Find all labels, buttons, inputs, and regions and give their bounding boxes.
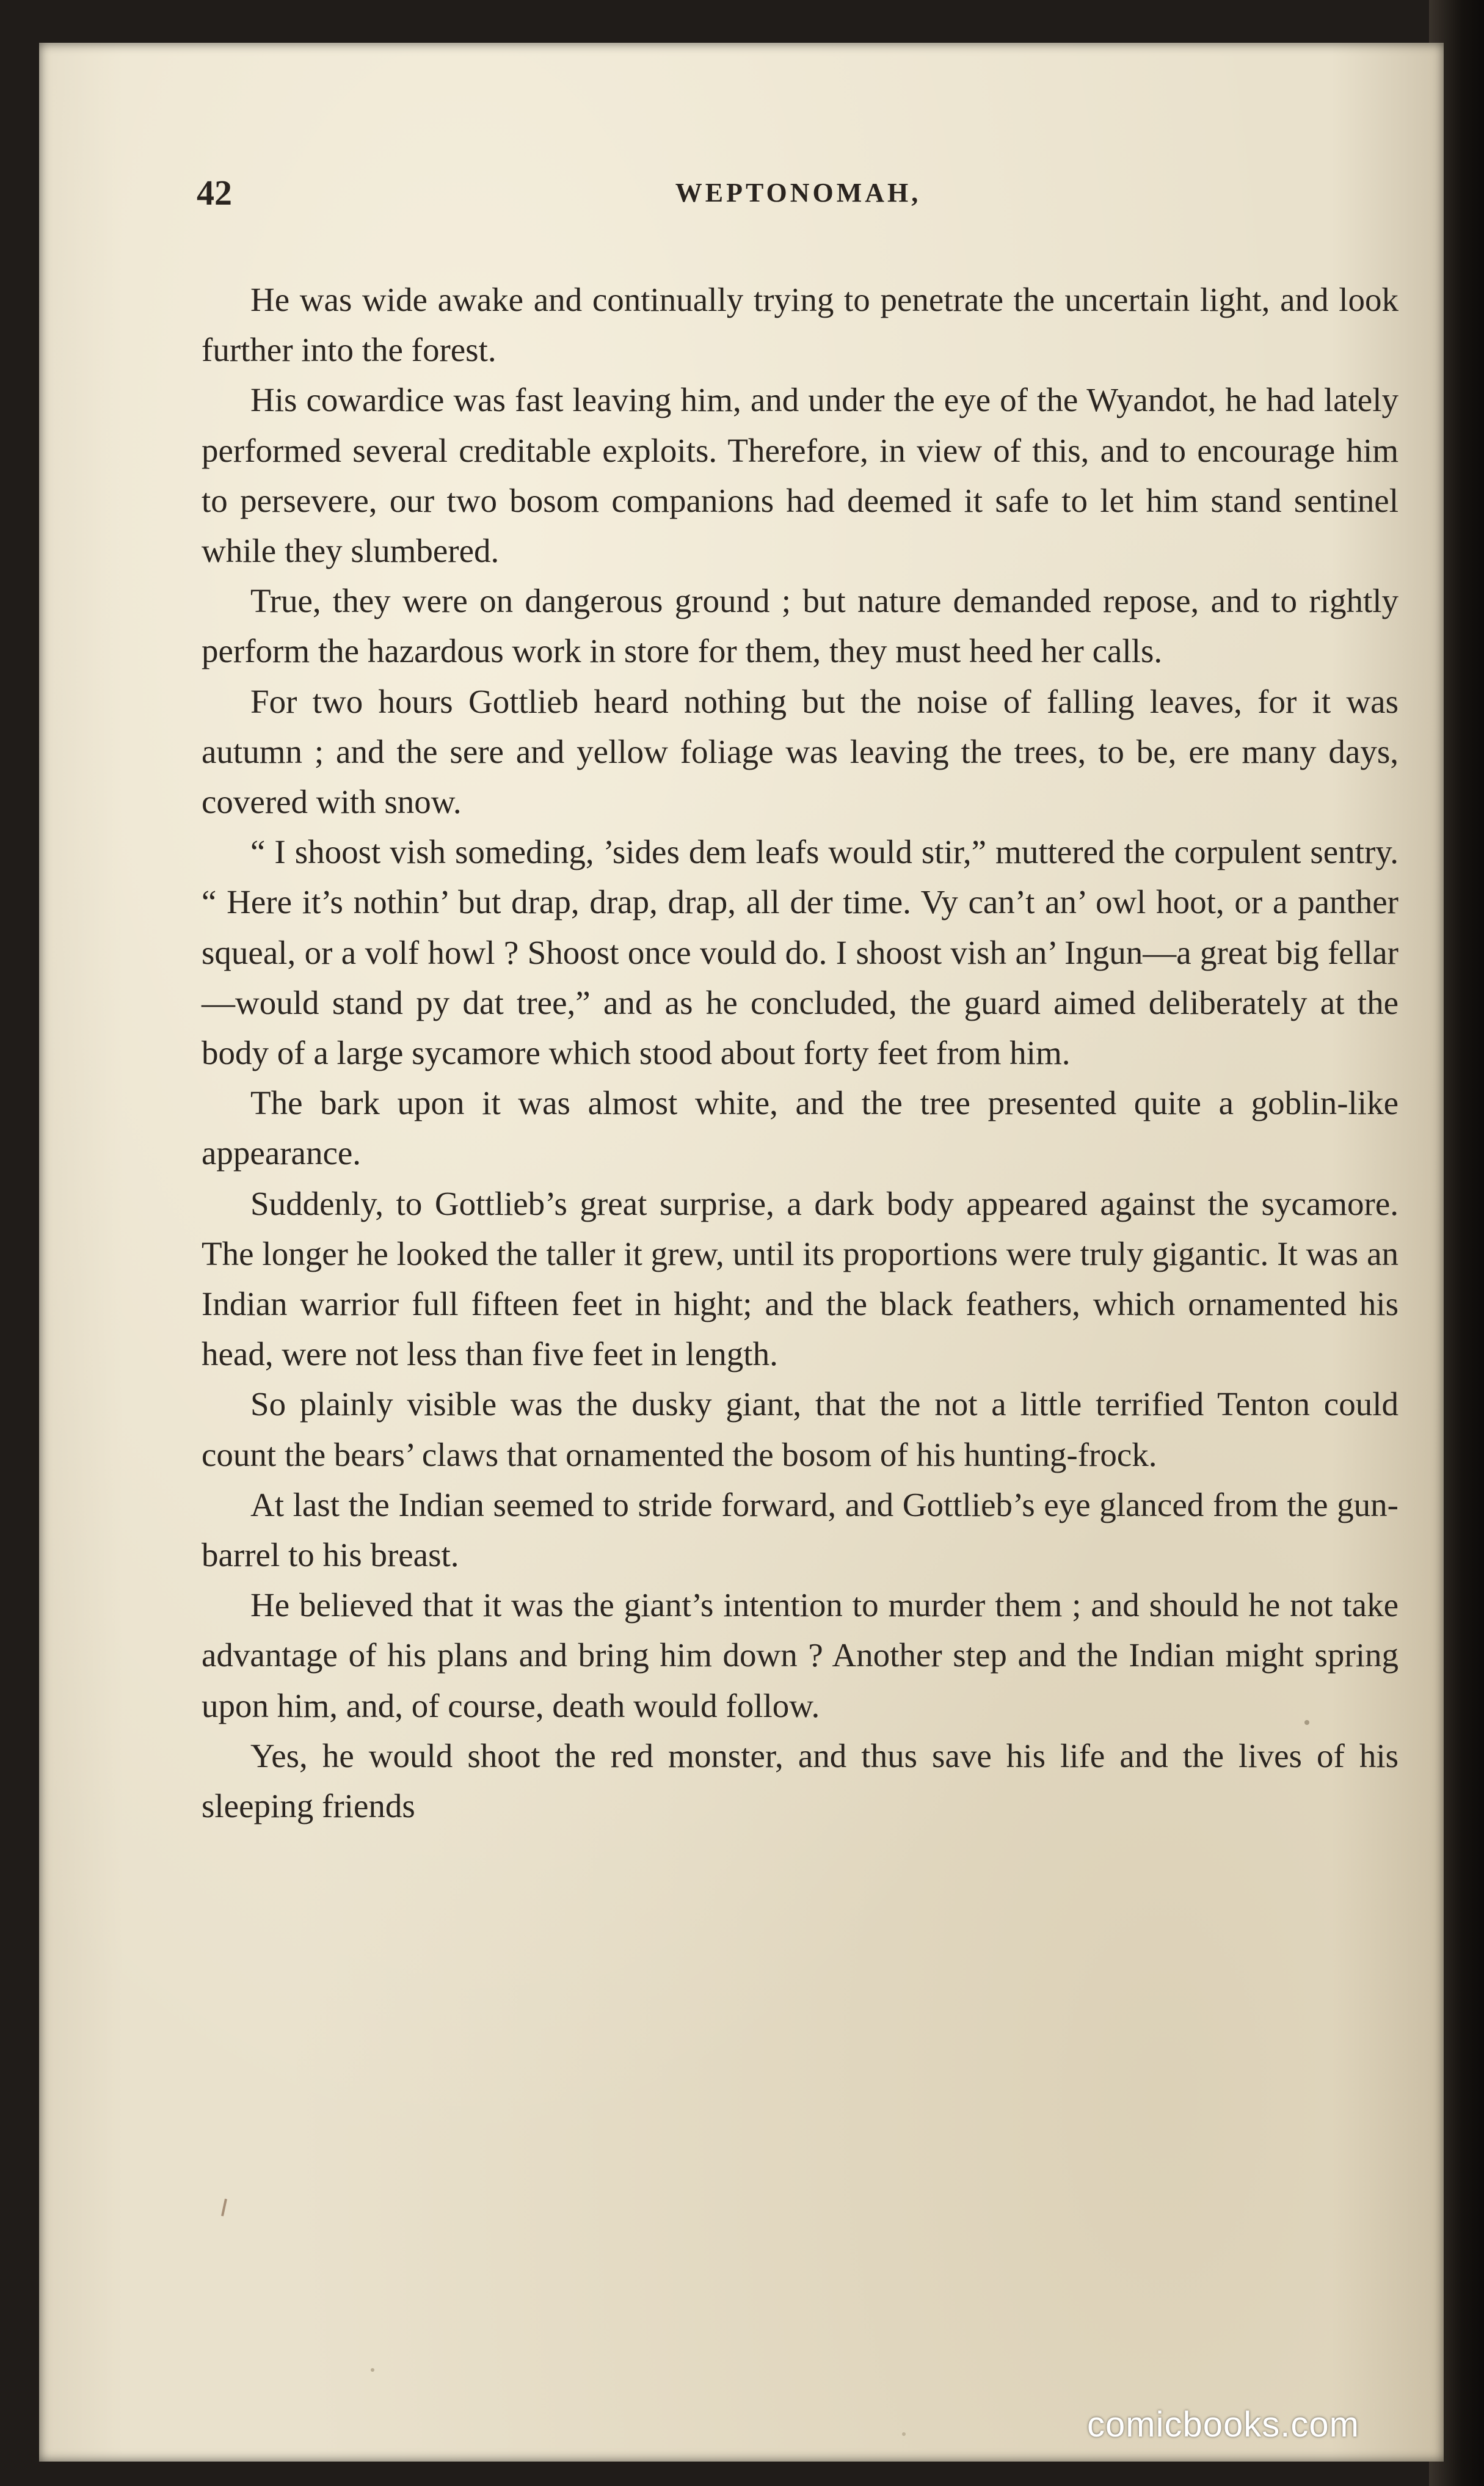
paragraph: He believed that it was the giant’s intention to murder them ; and should he not take advantage of his plans and bring him down ? Another step and the Indian might spring upon him, and, of course, death would follow. [202, 1586, 1399, 1724]
paragraph: Suddenly, to Gottlieb’s great surprise, a dark body appeared against the sycamore. The longer he looked the taller it grew, until its proportions were truly gigantic. It was an Indian warrior full fifteen feet in hight; and the black feathers, which ornamented his head, were not less than five feet in length. [202, 1184, 1399, 1373]
watermark: comicbooks.com [1087, 2405, 1359, 2444]
running-title: WEPTONOMAH, [675, 178, 922, 208]
running-head [197, 172, 1400, 221]
paragraph: His cowardice was fast leaving him, and under the eye of the Wyandot, he had lately performed several creditable exploits. Therefore, in view of this, and to encourage him to persevere, our two bosom companions had deemed it safe to let him stand sentinel while they slumbered. [202, 381, 1399, 570]
body-text [202, 275, 1399, 1831]
paragraph: For two hours Gottlieb heard nothing but the noise of falling leaves, for it was autumn ; and the sere and yellow foliage was leaving the trees, to be, ere many days, covered with snow. [202, 682, 1399, 821]
paragraph: True, they were on dangerous ground ; but nature demanded repose, and to rightly perform the hazardous work in store for them, they must heed her calls. [202, 582, 1399, 670]
paragraph: So plainly visible was the dusky giant, that the not a little terrified Tenton could count the bears’ claws that ornamented the bosom of his hunting-frock. [202, 1385, 1399, 1473]
page-number: 42 [197, 173, 232, 213]
paragraph: The bark upon it was almost white, and the tree presented quite a goblin-like appearance. [202, 1084, 1399, 1172]
paragraph: At last the Indian seemed to stride forward, and Gottlieb’s eye glanced from the gun-barrel to his breast. [202, 1485, 1399, 1574]
paragraph: “ I shoost vish someding, ’sides dem leafs would stir,” muttered the corpulent sentry. “ Here it’s nothin’ but drap, drap, drap, all der time. Vy can’t an’ owl hoot, or a panther squeal, or a volf howl ? Shoost once vould do. I shoost vish an’ Ingun—a great big fellar—would stand py dat tree,” and as he concluded, the guard aimed deliberately at the body of a large sycamore which stood about forty feet from him. [202, 833, 1399, 1072]
paragraph: He was wide awake and continually trying to penetrate the uncertain light, and look further into the forest. [202, 281, 1399, 369]
paragraph: Yes, he would shoot the red monster, and thus save his life and the lives of his sleeping friends [202, 1737, 1399, 1825]
